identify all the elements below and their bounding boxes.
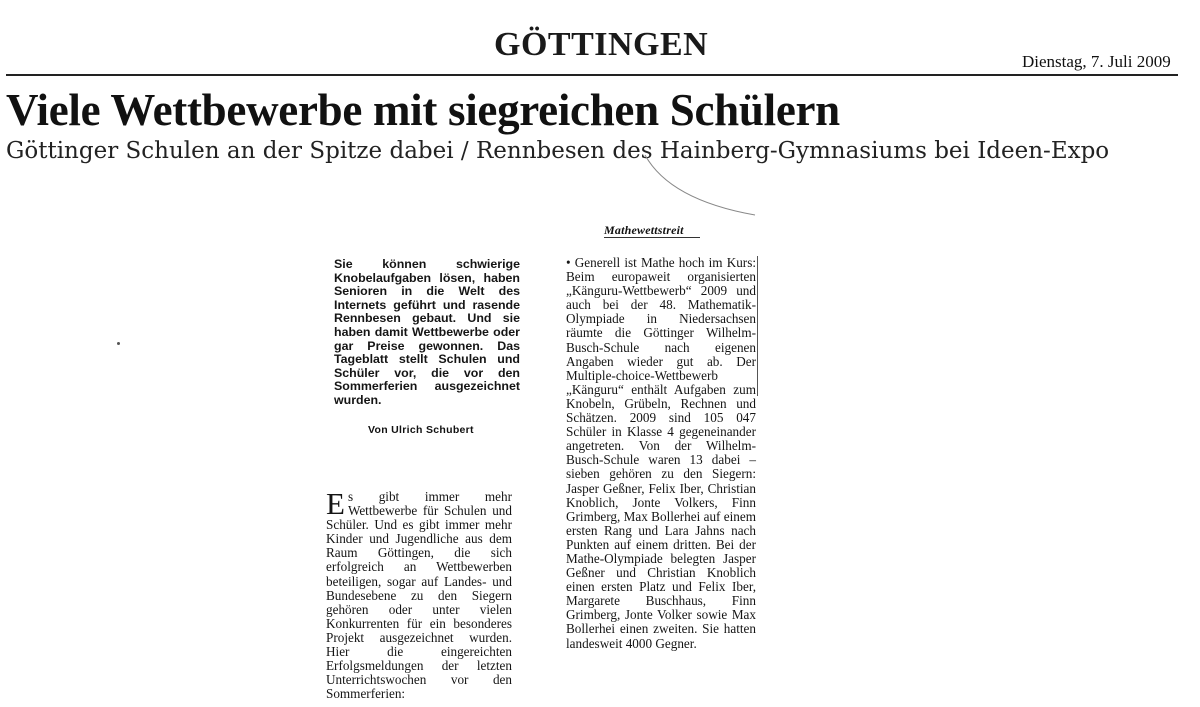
headline: Viele Wettbewerbe mit siegreichen Schülern — [6, 85, 840, 135]
sidebar-kicker: Mathewettstreit — [604, 223, 684, 237]
kicker-underline — [604, 237, 700, 238]
intro-text: Sie können schwierige Knobelaufgaben lösen, haben Senioren in die Welt des Internets geführt und rasende Rennbesen gebaut. Und sie haben damit Wettbewerbe oder gar Preise gewonnen. Das Tageblatt stellt Schulen und Schüler vor, die vor den Sommerferien ausgezeichnet wurden. — [334, 257, 520, 407]
scan-mark — [640, 150, 760, 220]
sidebar-text: • Generell ist Mathe hoch im Kurs: Beim europaweit organisierten „Känguru-Wettbewerb“ 2009 und auch bei der 48. Mathematik-Olympiade in Niedersachsen räumte die Göttinger Wilhelm-Busch-Schule nach eigenen Angaben wieder gut ab. Der Multiple-choice-Wettbewerb „Känguru“ enthält Aufgaben zum Knobeln, Grübeln, Rechnen und Schätzen. 2009 sind 105 047 Schüler in Klasse 4 gegeneinander angetreten. Von der Wilhelm-Busch-Schule waren 13 dabei – sieben gehören zu den Siegern: Jasper Geßner, Felix Iber, Christian Knoblich, Jonte Volkers, Finn Grimberg, Max Bollerhei auf einem ersten Rang und Lara Jahns nach Punkten auf einem dritten. Bei der Mathe-Olympiade belegten Jasper Geßner und Christian Knoblich einen ersten Platz und Felix Iber, Margarete Buschhaus, Finn Grimberg, Jonte Volker sowie Max Bollerhei einen zweiten. Sie hatten landesweit 4000 Gegner. — [566, 255, 756, 651]
subheadline: Göttinger Schulen an der Spitze dabei / Rennbesen des Hainberg-Gymnasiums bei Ideen-Expo — [6, 138, 1110, 164]
scan-speck — [117, 342, 120, 345]
section-title: GÖTTINGEN — [494, 26, 709, 63]
column-rule — [757, 256, 758, 396]
body-text: s gibt immer mehr Wettbewerbe für Schulen und Schüler. Und es gibt immer mehr Kinder und Jugendliche aus dem Raum Göttingen, die sich erfolgreich an Wettbewerben beteiligen, sogar auf Landes- und Bundesebene zu den Siegern gehören oder unter vielen Konkurrenten für ein besonderes Projekt ausgezeichnet wurden. Hier die eingereichten Erfolgsmeldungen der letzten Unterrichtswochen vor den Sommerferien: — [326, 489, 512, 702]
drop-cap: E — [326, 486, 345, 521]
body-column — [326, 486, 512, 702]
header-rule — [6, 74, 1178, 76]
byline: Von Ulrich Schubert — [368, 424, 474, 436]
issue-date: Dienstag, 7. Juli 2009 — [1022, 52, 1171, 71]
